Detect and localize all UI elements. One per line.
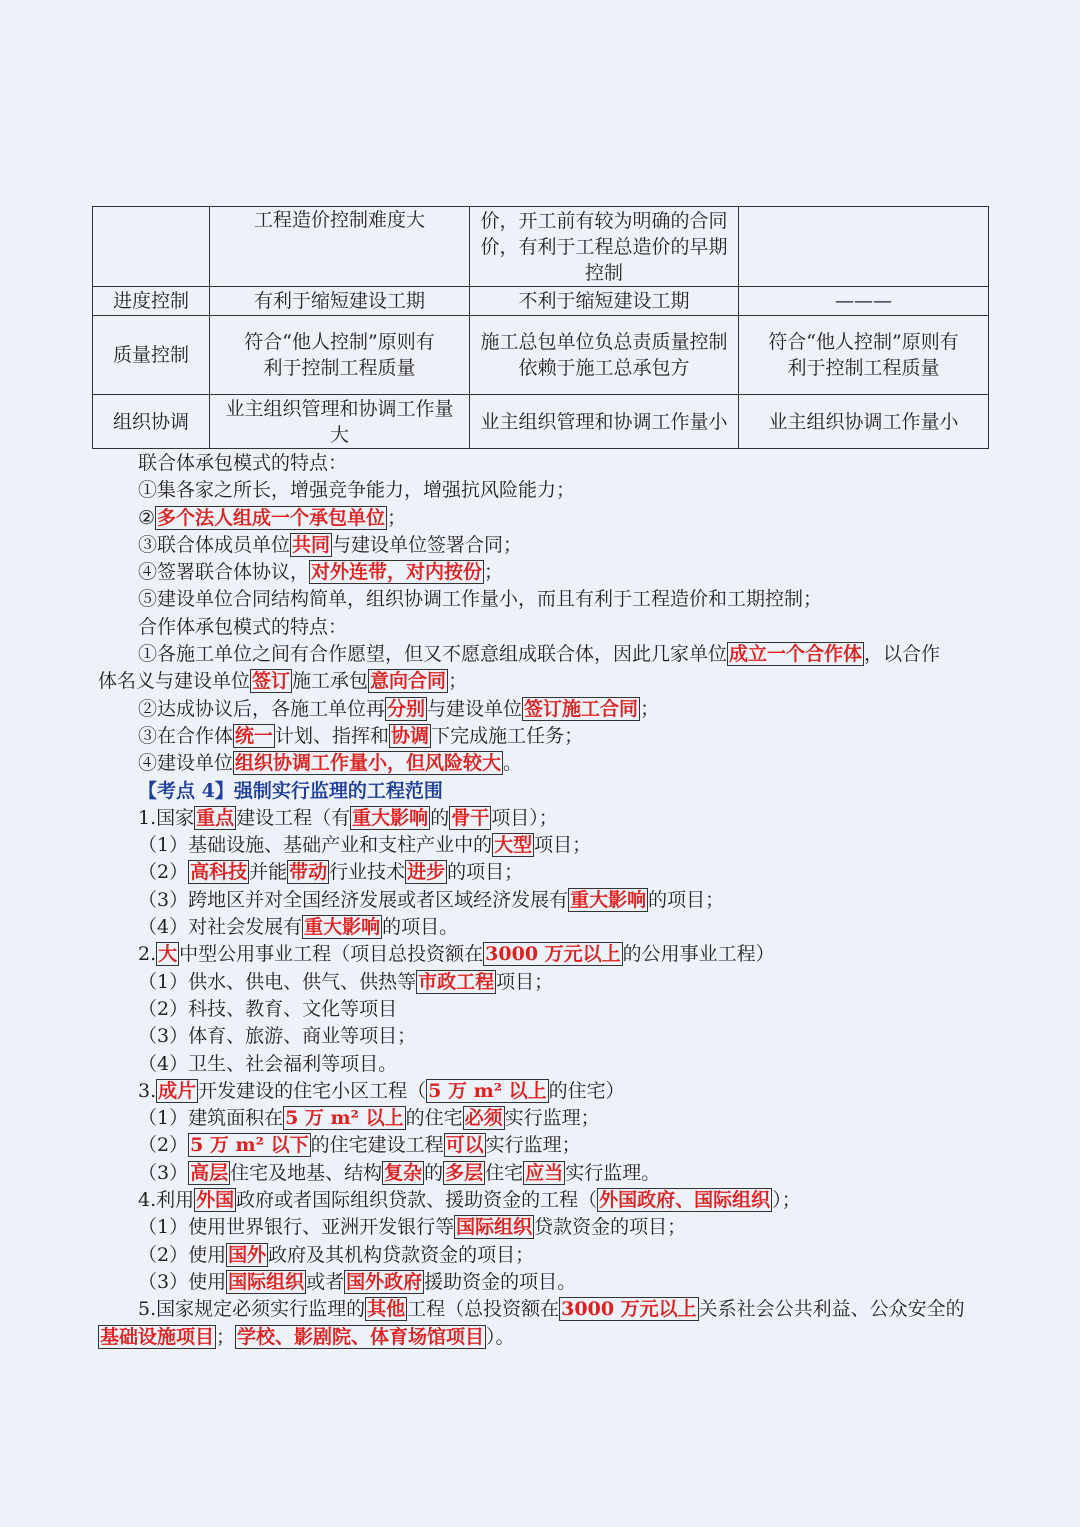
table-cell: 有利于缩短建设工期 (210, 287, 470, 316)
keyword-box: 签订施工合同 (524, 697, 639, 720)
keyword-box: 其他 (367, 1298, 406, 1321)
table-cell: 业主组织管理和协调工作量大 (210, 395, 470, 449)
table-cell: ——— (739, 287, 989, 316)
text-line: ③联合体成员单位 共同 与建设单位签署合同； (138, 533, 523, 556)
text-line: 联合体承包模式的特点： (138, 452, 348, 474)
text-line: 4.利用 外国 政府或者国际组织贷款、援助资金的工程（ 外国政府、国际组织 ）； (138, 1189, 801, 1212)
text-line: （3）使用 国际组织 或者 国外政府 援助资金的项目。 (138, 1270, 577, 1293)
table-cell (93, 207, 210, 287)
text-line: （3）体育、旅游、商业等项目； (138, 1025, 417, 1048)
text-line: ③在合作体 统一 计划、指挥和 协调 下完成施工任务； (138, 724, 584, 747)
keyword-box: 签订 (252, 670, 291, 693)
keyword-box: 学校、影剧院、体育场馆项目 (237, 1325, 485, 1348)
text-line: （4）对社会发展有 重大影响 的项目。 (138, 916, 459, 939)
table-cell: 质量控制 (93, 316, 210, 395)
text-line: （4）卫生、社会福利等项目。 (138, 1052, 398, 1075)
keyword-box: 5 万 m² 以下 (190, 1134, 309, 1157)
text-line: （1）供水、供电、供气、供热等 市政工程 项目； (138, 970, 554, 993)
keyword-box: 多层 (445, 1161, 484, 1184)
keyword-box: 复杂 (384, 1161, 423, 1184)
text-line: （2） 5 万 m² 以下 的住宅建设工程 可以 实行监理； (138, 1134, 581, 1157)
text-line: ①各施工单位之间有合作愿望，但又不愿意组成联合体，因此几家单位 成立一个合作体 ，以合作 (138, 643, 941, 666)
keyword-box: 国际组织 (228, 1270, 305, 1293)
keyword-box: 大 (158, 943, 178, 966)
keyword-box: 国际组织 (456, 1216, 533, 1239)
keyword-box: 应当 (525, 1161, 564, 1184)
keyword-box: 外国 (196, 1189, 235, 1212)
keyword-box: 高层 (190, 1161, 229, 1184)
text-line: （3）跨地区并对全国经济发展或者区域经济发展有 重大影响 的项目； (138, 888, 725, 911)
text-line: ④签署联合体协议， 对外连带，对内按份 ； (138, 561, 504, 584)
table-cell: 施工总包单位负总责质量控制依赖于施工总承包方 (470, 316, 739, 395)
table-cell (739, 207, 989, 287)
text-line: （1）基础设施、基础产业和支柱产业中的 大型 项目； (138, 834, 592, 857)
text-line: 5.国家规定必须实行监理的 其他 工程（总投资额在 3000 万元以上 关系社会公共利益、公众安全的 (138, 1298, 965, 1321)
keyword-box: 5 万 m² 以上 (428, 1079, 547, 1102)
text-line: ② 多个法人组成一个承包单位 ； (138, 506, 407, 529)
keyword-box: 对外连带，对内按份 (311, 561, 483, 584)
keyword-box: 重点 (196, 806, 235, 829)
table-row (93, 207, 989, 287)
keyword-box: 协调 (391, 724, 430, 747)
keyword-box: 统一 (235, 724, 274, 747)
text-line: （2）科技、教育、文化等项目 (138, 997, 398, 1020)
keyword-box: 组织协调工作量小，但风险较大 (235, 752, 502, 775)
keyword-box: 重大影响 (304, 916, 381, 939)
table-cell: 工程造价控制难度大 (210, 207, 470, 287)
text-line: ④建设单位 组织协调工作量小，但风险较大 。 (138, 752, 523, 775)
text-line: 3. 成片 开发建设的住宅小区工程（ 5 万 m² 以上 的住宅） (138, 1079, 625, 1102)
keyword-box: 骨干 (451, 806, 490, 829)
text-line: 1.国家 重点 建设工程（有 重大影响 的 骨干 项目）； (138, 806, 558, 829)
table-cell: 符合“他人控制”原则有利于控制工程质量 (210, 316, 470, 395)
table-cell: 进度控制 (93, 287, 210, 316)
keyword-box: 大型 (494, 834, 533, 857)
keyword-box: 3000 万元以上 (485, 943, 621, 966)
notes-body (98, 450, 988, 1351)
keyword-box: 国外政府 (346, 1270, 423, 1293)
table-row (93, 316, 989, 395)
table-cell: 符合“他人控制”原则有利于控制工程质量 (739, 316, 989, 395)
keyword-box: 重大影响 (570, 888, 647, 911)
keyword-box: 市政工程 (418, 970, 495, 993)
comparison-table (92, 206, 989, 449)
table-cell: 不利于缩短建设工期 (470, 287, 739, 316)
keyword-box: 成片 (158, 1079, 197, 1102)
keyword-box: 必须 (464, 1107, 503, 1130)
keyword-box: 可以 (445, 1134, 484, 1157)
text-line: （1）建筑面积在 5 万 m² 以上 的住宅 必须 实行监理； (138, 1107, 600, 1130)
text-line: （2）使用 国外 政府及其机构贷款资金的项目； (138, 1243, 535, 1266)
keyword-box: 国外 (228, 1243, 267, 1266)
text-line: （1）使用世界银行、亚洲开发银行等 国际组织 贷款资金的项目； (138, 1216, 687, 1239)
keyword-box: 重大影响 (352, 806, 429, 829)
keyword-box: 共同 (292, 533, 331, 556)
text-line: （3） 高层 住宅及地基、结构 复杂 的 多层 住宅 应当 实行监理。 (138, 1161, 661, 1184)
text-line: 2. 大 中型公用事业工程（项目总投资额在 3000 万元以上 的公用事业工程） (138, 943, 775, 966)
text-line: 合作体承包模式的特点： (138, 615, 348, 638)
keyword-box: 进步 (407, 861, 446, 884)
text-line: ⑤建设单位合同结构简单，组织协调工作量小，而且有利于工程造价和工期控制； (138, 588, 823, 611)
keyword-box: 意向合同 (370, 670, 447, 693)
keyword-box: 带动 (289, 861, 328, 884)
table-row (93, 395, 989, 449)
keyword-box: 多个法人组成一个承包单位 (157, 506, 386, 529)
keyword-box: 分别 (387, 697, 426, 720)
keyword-box: 外国政府、国际组织 (599, 1189, 771, 1212)
section-heading: 【考点 4】强制实行监理的工程范围 (138, 779, 443, 802)
text-line: ①集各家之所长，增强竞争能力，增强抗风险能力； (138, 479, 576, 502)
text-line: （2） 高科技 并能 带动 行业技术 进步 的项目； (138, 861, 524, 884)
text-line: ②达成协议后，各施工单位再 分别 与建设单位 签订施工合同 ； (138, 697, 660, 720)
table-cell: 业主组织协调工作量小 (739, 395, 989, 449)
text-line: 基础设施项目 ； 学校、影剧院、体育场馆项目 ）。 (100, 1325, 515, 1348)
keyword-box: 5 万 m² 以上 (285, 1107, 404, 1130)
keyword-box: 基础设施项目 (100, 1325, 215, 1348)
keyword-box: 高科技 (190, 861, 248, 884)
keyword-box: 3000 万元以上 (561, 1298, 697, 1321)
text-line: 体名义与建设单位 签订 施工承包 意向合同 ； (98, 670, 468, 693)
table-cell: 价，开工前有较为明确的合同价，有利于工程总造价的早期控制 (470, 207, 739, 287)
table-cell: 业主组织管理和协调工作量小 (470, 395, 739, 449)
keyword-box: 成立一个合作体 (729, 643, 863, 666)
table-cell: 组织协调 (93, 395, 210, 449)
table-row (93, 287, 989, 316)
